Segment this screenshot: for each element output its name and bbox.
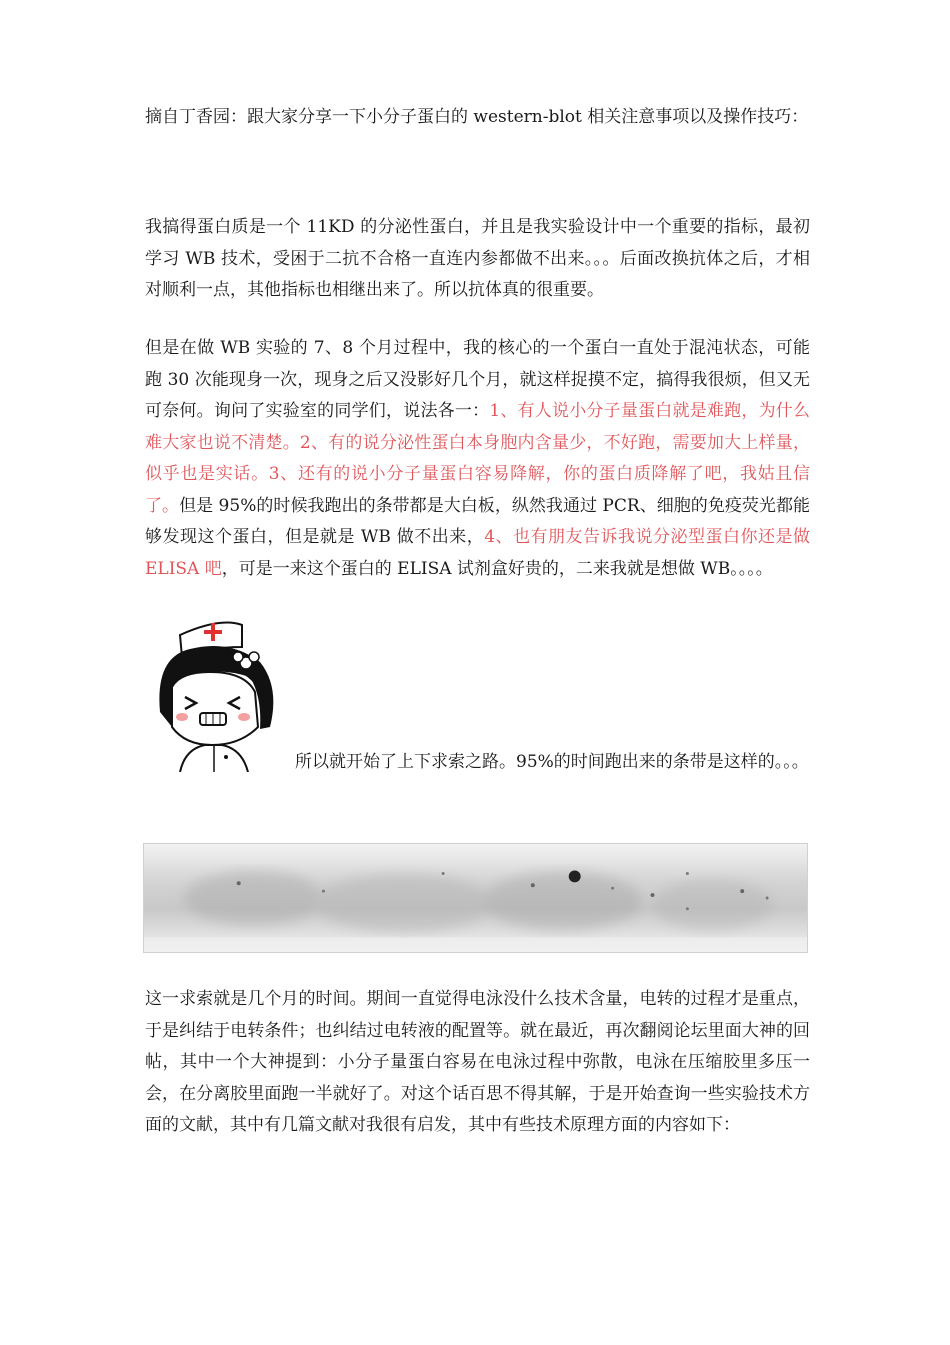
paragraph-research: 这一求索就是几个月的时间。期间一直觉得电泳没什么技术含量，电转的过程才是重点，于是纠结于电转条件；也纠结过电转液的配置等。就在最近，再次翻阅论坛里面大神的回帖，其中一个大神提到：小分子量蛋白容易在电泳过程中弥散，电泳在压缩胶里多压一会，在分离胶里面跑一半就好了。对这个话百思不得其解，于是开始查询一些实验技术方面的文献，其中有几篇文献对我很有启发，其中有些技术原理方面的内容如下： xyxy=(145,989,810,1135)
paragraph-problem-text-b: 但是 95%的时候我跑出的条带都是大白板，纵然我通过 PCR、细胞的免疫荧光都能够发现这个蛋白，但是就是 WB 做不出来， xyxy=(145,495,810,547)
paragraph-intro: 摘自丁香园：跟大家分享一下小分子蛋白的 western-blot 相关注意事项以及操作技巧： xyxy=(145,107,809,127)
western-blot-image xyxy=(143,843,808,953)
paragraph-search xyxy=(145,747,810,779)
highlight-elisa: 4、也有朋友告诉我说分泌型蛋白你还是做 ELISA 吧 xyxy=(145,527,810,579)
highlight-opinions: 1、有人说小分子量蛋白就是难跑，为什么难大家也说不清楚。2、有的说分泌性蛋白本身胞内含量少，不好跑，需要加大上样量，似乎也是实话。3、还有的说小分子量蛋白容易降解，你的蛋白质降解了吧，我姑且信了。 xyxy=(145,401,810,516)
paragraph-problem xyxy=(145,333,810,585)
paragraph-problem-text-c: ，可是一来这个蛋白的 ELISA 试剂盒好贵的，二来我就是想做 WB。。。。 xyxy=(221,558,773,579)
paragraph-search-text: 所以就开始了上下求索之路。95%的时间跑出来的条带是这样的。。。 xyxy=(295,752,809,772)
paragraph-problem-text-a: 但是在做 WB 实验的 7、8 个月过程中，我的核心的一个蛋白一直处于混沌状态，可能跑 30 次能现身一次，现身之后又没影好几个月，就这样捉摸不定，搞得我很烦，但又无可奈何。询问了实验室的同学们，说法各一： xyxy=(145,338,810,421)
paragraph-antibody: 我搞得蛋白质是一个 11KD 的分泌性蛋白，并且是我实验设计中一个重要的指标，最初学习 WB 技术，受困于二抗不合格一直连内参都做不出来。。。后面改换抗体之后，才相对顺利一点，其他指标也相继出来了。所以抗体真的很重要。 xyxy=(145,217,810,300)
